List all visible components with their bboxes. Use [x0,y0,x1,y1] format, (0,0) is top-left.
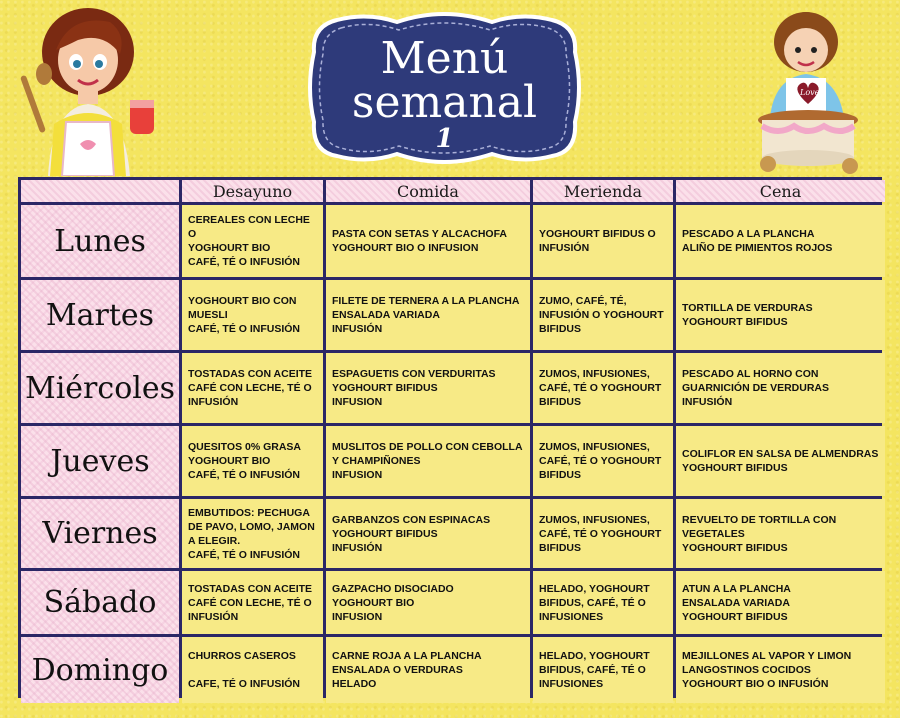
lunch-cell [326,205,530,277]
baker-woman-illustration [748,8,868,176]
day-label: Viernes [21,499,179,568]
dinner-cell [676,571,885,634]
snack-text: ZUMO, CAFÉ, TÉ, INFUSIÓN O YOGHOURT BIFIDUS [539,295,664,335]
snack-cell [533,280,673,350]
breakfast-text: TOSTADAS CON ACEITE CAFÉ CON LECHE, TÉ O INFUSIÓN [188,582,313,623]
lunch-cell [326,637,530,703]
breakfast-cell [182,280,323,350]
breakfast-cell [182,426,323,496]
title-badge [307,12,582,164]
lunch-cell [326,353,530,423]
lunch-text: GAZPACHO DISOCIADO YOGHOURT BIO INFUSION [332,582,454,623]
lunch-cell [326,571,530,634]
breakfast-cell [182,205,323,277]
day-label: Jueves [21,426,179,496]
day-label: Miércoles [21,353,179,423]
breakfast-cell [182,637,323,703]
dinner-text: TORTILLA DE VERDURAS YOGHOURT BIFIDUS [682,302,813,328]
title-number: 1 [435,124,454,154]
day-label: Lunes [21,205,179,277]
snack-cell [533,499,673,568]
breakfast-text: TOSTADAS CON ACEITE CAFÉ CON LECHE, TÉ O INFUSIÓN [188,368,313,408]
breakfast-text: YOGHOURT BIO CON MUESLI CAFÉ, TÉ O INFUSIÓN [188,295,301,335]
title-line-1: Menú [380,33,509,84]
breakfast-text: QUESITOS 0% GRASA YOGHOURT BIO CAFÉ, TÉ O INFUSIÓN [188,441,301,481]
lunch-text: CARNE ROJA A LA PLANCHA ENSALADA O VERDURAS HELADO [332,650,482,690]
heart-label: Love [800,88,820,97]
weekly-menu-table [18,177,882,698]
lunch-text: ESPAGUETIS CON VERDURITAS YOGHOURT BIFIDUS INFUSION [332,368,496,408]
day-label: Domingo [21,637,179,703]
header-merienda: Merienda [533,180,673,202]
snack-text: ZUMOS, INFUSIONES, CAFÉ, TÉ O YOGHOURT BIFIDUS [539,513,662,554]
breakfast-cell [182,353,323,423]
dinner-cell [676,353,885,423]
breakfast-cell [182,499,323,568]
dinner-cell [676,426,885,496]
header-cena: Cena [676,180,885,202]
snack-text: YOGHOURT BIFIDUS O INFUSIÓN [539,228,656,254]
lunch-text: MUSLITOS DE POLLO CON CEBOLLA Y CHAMPIÑONES INFUSION [332,441,523,481]
breakfast-text: CEREALES CON LECHE O YOGHOURT BIO CAFÉ, TÉ O INFUSIÓN [188,214,310,268]
snack-cell [533,353,673,423]
lunch-cell [326,426,530,496]
header-comida: Comida [326,180,530,202]
snack-cell [533,426,673,496]
dinner-text: REVUELTO DE TORTILLA CON VEGETALES YOGHOURT BIFIDUS [682,513,837,554]
dinner-cell [676,280,885,350]
lunch-cell [326,499,530,568]
dinner-text: COLIFLOR EN SALSA DE ALMENDRAS YOGHOURT BIFIDUS [682,448,879,474]
snack-text: HELADO, YOGHOURT BIFIDUS, CAFÉ, TÉ O INFUSIONES [539,582,650,623]
dinner-text: PESCADO AL HORNO CON GUARNICIÓN DE VERDURAS INFUSIÓN [682,368,830,408]
breakfast-text: CHURROS CASEROS CAFE, TÉ O INFUSIÓN [188,650,301,690]
dinner-cell [676,205,885,277]
dinner-cell [676,637,885,703]
lunch-text: FILETE DE TERNERA A LA PLANCHA ENSALADA VARIADA INFUSIÓN [332,295,520,335]
dinner-text: MEJILLONES AL VAPOR Y LIMON LANGOSTINOS COCIDOS YOGHOURT BIO O INFUSIÓN [682,650,852,690]
day-label: Sábado [21,571,179,634]
lunch-text: PASTA CON SETAS Y ALCACHOFA YOGHOURT BIO O INFUSION [332,228,508,254]
snack-text: HELADO, YOGHOURT BIFIDUS, CAFÉ, TÉ O INFUSIONES [539,650,650,690]
lunch-cell [326,280,530,350]
cook-woman-illustration [18,4,158,176]
header-corner [21,180,179,202]
breakfast-text: EMBUTIDOS: PECHUGA DE PAVO, LOMO, JAMON A ELEGIR. CAFÉ, TÉ O INFUSIÓN [188,506,315,561]
header-desayuno: Desayuno [182,180,323,202]
breakfast-cell [182,571,323,634]
snack-text: ZUMOS, INFUSIONES, CAFÉ, TÉ O YOGHOURT BIFIDUS [539,441,662,481]
lunch-text: GARBANZOS CON ESPINACAS YOGHOURT BIFIDUS INFUSIÓN [332,513,491,554]
snack-cell [533,571,673,634]
dinner-cell [676,499,885,568]
snack-text: ZUMOS, INFUSIONES, CAFÉ, TÉ O YOGHOURT BIFIDUS [539,368,662,408]
dinner-text: ATUN A LA PLANCHA ENSALADA VARIADA YOGHOURT BIFIDUS [682,582,791,623]
day-label: Martes [21,280,179,350]
snack-cell [533,637,673,703]
snack-cell [533,205,673,277]
title-line-2: semanal [351,77,538,128]
dinner-text: PESCADO A LA PLANCHA ALIÑO DE PIMIENTOS ROJOS [682,228,833,254]
